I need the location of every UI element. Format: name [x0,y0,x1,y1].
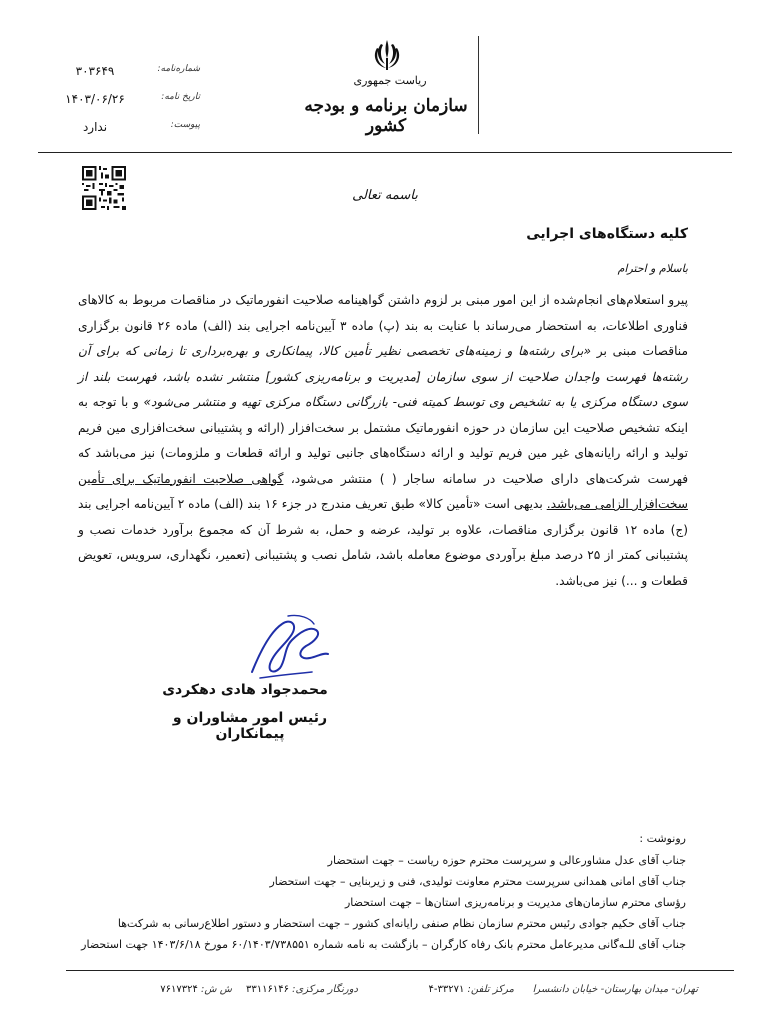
letter-number-label: شماره‌نامه: [157,64,200,74]
body-part-3: و با توجه به اینکه تشخیص صلاحیت این سازمان در حوزه انفورماتیک مشتمل بر سخت‌افزار (ارائه و پشتیبانی سخت‌افزاری مین فریم تولید و ارائه رایانه‌های غیر مین فریم تولید و ارائه دستگاه‌های جانبی تولید و ارائه قطعات و ملزومات) نیز می‌باشد که فهرست شرکت‌های دارای صلاحیت در سامانه ساجار ( ) منتشر می‌شود، [78,395,689,486]
cc-item: جناب آقای للـه‌گانی مدیرعامل محترم بانک رفاه کارگران – بازگشت به نامه شماره ۶۰/۱۴۰۳/۷۳۸۵۵۱ مورخ ۱۴۰۳/۶/۱۸ جهت استحضار [81,938,686,951]
letter-number-value: ۳۰۳۶۴۹ [75,64,115,78]
bismillah-heading: باسمه تعالی [352,188,418,203]
letter-number-row [50,64,200,84]
letter-attachment-label: پیوست: [170,120,200,130]
addressee: کلیه دستگاه‌های اجرایی [526,226,688,242]
cc-label: رونوشت : [639,832,686,845]
cc-item: جناب آقای امانی همدانی سرپرست محترم معاونت تولیدی، فنی و زیربنایی – جهت استحضار [269,875,686,888]
footer-phone [429,984,515,1004]
body-part-5: بدیهی است «تأمین کالا» طبق تعریف مندرج در جزء ۱۶ بند (الف) ماده ۲ آیین‌نامه اجرایی بند (ج) ماده ۱۲ قانون برگزاری مناقصات، علاوه بر تولید، عرضه و حمل، به شرط آن که مجموع برآورد خدمات نصب و پشتیبانی کمتر از ۲۵ درصد مبلغ برآوردی موضوع معامله باشد، شامل نصب و پشتیبانی (تعمیر، نگهداری، سرویس، تعویض قطعات و ...) نیز می‌باشد. [78,497,688,588]
footer-address [533,984,698,1004]
signer-title: رئیس امور مشاوران و پیمانکاران [172,710,328,742]
footer-fax-value: ۳۳۱۱۶۱۴۶ [246,984,289,995]
cc-list [81,850,686,955]
qr-code-icon [82,166,126,210]
letter-date-value: ۱۴۰۳/۰۶/۲۶ [65,92,125,106]
footer-postal-label: ش ش: [201,984,232,995]
body-quote: «برای رشته‌ها و زمینه‌های تخصصی نظیر تأمین کالا، پیمانکاری و بهره‌برداری تا زمانی که برای آن رشته‌ها فهرست واجدان صلاحیت از سوی سازمان [مدیریت و برنامه‌ریزی کشور] منتشر نشده باشد، فهرست بلند از سوی دستگاه مرکزی یا به تشخیص وی توسط کمیته فنی- بازرگانی دستگاه مرکزی تهیه و منتشر می‌شود» [78,344,689,409]
greeting: باسلام و احترام [617,262,688,275]
letter-attachment-row [50,120,200,140]
letter-date-label: تاریخ نامه: [161,92,200,102]
footer-postal-value: ۷۶۱۷۳۲۴ [160,984,198,995]
letter-date-row [50,92,200,112]
footer-divider [66,970,734,971]
letter-attachment-value: ندارد [82,120,108,134]
org-presidency-label: ریاست جمهوری [353,74,427,87]
org-name: سازمان برنامه و بودجه کشور [304,96,468,136]
body-underlined-statement: گواهی صلاحیت انفورماتیک برای تأمین سخت‌افزار الزامی می‌باشد. [78,471,688,511]
footer-phone-value: ۳۳۲۷۱-۴ [428,984,465,995]
footer-phone-label: مرکز تلفن: [467,984,514,995]
signer-name: محمدجواد هادی دهکردی [162,682,328,698]
body-part-1: پیرو استعلام‌های انجام‌شده از این امور مبنی بر لزوم داشتن گواهینامه صلاحیت انفورماتیک در مناقصات مربوط به کالاهای فناوری اطلاعات، به استحضار می‌رساند با عنایت به بند (پ) ماده ۳ آیین‌نامه اجرایی بند (الف) ماده ۲۶ قانون برگزاری مناقصات مبنی بر [78,293,688,358]
cc-item: جناب آقای عدل مشاورعالی و سرپرست محترم حوزه ریاست – جهت استحضار [327,854,686,867]
footer-postal [160,984,232,1004]
footer-fax [246,984,358,1004]
cc-item: جناب آقای حکیم جوادی رئیس محترم سازمان نظام صنفی رایانه‌ای کشور – جهت استحضار و دستور اطلاع‌رسانی به شرکت‌ها [117,917,686,930]
letter-body [78,288,688,594]
header-divider [38,152,732,153]
footer-fax-label: دورنگار مرکزی: [292,984,358,995]
signature-image [240,612,340,690]
cc-item: رؤسای محترم سازمان‌های مدیریت و برنامه‌ریزی استان‌ها – جهت استحضار [344,896,686,909]
iran-emblem-icon [372,38,402,72]
footer-address-text: تهران- میدان بهارستان- خیابان دانشسرا [532,984,698,995]
